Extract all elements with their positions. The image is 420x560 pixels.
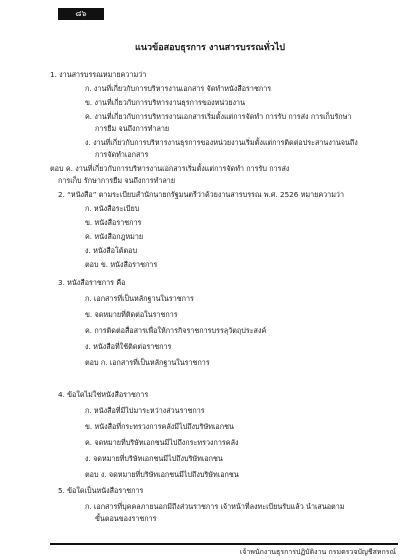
q3-option-c: ค. การติดต่อสื่อสารเพื่อให้การกิจราชการบรรลุวัตถุประสงค์ — [85, 326, 267, 335]
q5-option-a: ก. เอกสารที่บุคคลภายนอกมีถึงส่วนราชการ เจ้าหน้าที่ลงทะเบียนรับแล้ว นำเสนอตาม — [85, 502, 345, 511]
q3-answer: ตอบ ก. เอกสารที่เป็นหลักฐานในราชการ — [85, 358, 210, 367]
q1-stem: 1. งานสารบรรณหมายความว่า — [50, 70, 147, 79]
q1-option-b: ข. งานที่เกี่ยวกับการบริหารงานธุรการของหน่วยงาน — [85, 98, 246, 107]
q5-stem: 5. ข้อใดเป็นหนังสือราชการ — [58, 486, 144, 495]
q2-option-d: ง. หนังสือโต้ตอบ — [85, 246, 138, 255]
q2-option-a: ก. หนังสือระเบียบ — [85, 204, 140, 213]
q1-option-c: ค. งานที่เกี่ยวกับการบริหารงานเอกสารเริ่มตั้งแต่การจัดทำ การรับ การส่ง การเก็บรักษา — [85, 112, 352, 121]
footer-rule — [50, 543, 398, 545]
q4-option-d: ง. จดหมายที่บริษัทเอกชนมีไปถึงบริษัทเอกชน — [85, 454, 223, 463]
q3-option-b: ข. จดหมายที่ติดต่อในราชการ — [85, 310, 178, 319]
q2-answer: ตอบ ข. หนังสือราชการ — [85, 260, 158, 269]
q2-option-c: ค. หนังสือกฎหมาย — [85, 232, 144, 241]
q1-option-d-cont: การจัดทำเอกสาร — [95, 150, 149, 159]
q5-option-a-cont: ขั้นตอนของราชการ — [95, 514, 157, 523]
q2-stem: 2. “หนังสือ” ตามระเบียบสำนักนายกรัฐมนตรีว่าด้วยงานสารบรรณ พ.ศ. 2526 หมายความว่า — [58, 190, 345, 199]
q1-answer-cont: การเก็บ รักษาการยืม จนถึงการทำลาย — [58, 176, 176, 185]
page-number-tab: ๘๖ — [58, 8, 104, 20]
q4-stem: 4. ข้อใดไม่ใช่หนังสือราชการ — [58, 390, 149, 399]
page-title: แนวข้อสอบธุรการ งานสารบรรณทั่วไป — [135, 43, 285, 53]
q4-answer: ตอบ ง. จดหมายที่บริษัทเอกชนมีไปถึงบริษัทเอกชน — [85, 470, 239, 479]
q3-option-d: ง. หนังสือที่ใช้ติดต่อราชการ — [85, 342, 172, 351]
q1-option-a: ก. งานที่เกี่ยวกับการบริหารงานเอกสาร จัดทำหนังสือราชการ — [85, 84, 272, 93]
q4-option-a: ก. หนังสือที่มีไปมาระหว่างส่วนราชการ — [85, 406, 205, 415]
q1-option-c-cont: การยืม จนถึงการทำลาย — [95, 124, 170, 133]
q1-answer: ตอบ ค. งานที่เกี่ยวกับการบริหารงานเอกสารเริ่มตั้งแต่การจัดทำ การรับ การส่ง — [50, 164, 290, 173]
q4-option-b: ข. หนังสือที่กระทรวงการคลังมีไปถึงบริษัทเอกชน — [85, 422, 234, 431]
q2-option-b: ข. หนังสือราชการ — [85, 218, 142, 227]
q3-option-a: ก. เอกสารที่เป็นหลักฐานในราชการ — [85, 294, 194, 303]
q4-option-c: ค. จดหมายที่บริษัทเอกชนมีไปถึงกระทรวงการคลัง — [85, 438, 239, 447]
q3-stem: 3. หนังสือราชการ คือ — [58, 278, 126, 287]
footer-text: เจ้าพนักงานธุรการปฏิบัติงาน กรมตรวจบัญชีสหกรณ์ — [239, 548, 396, 556]
q1-option-d: ง. งานที่เกี่ยวกับการบริหารงานธุรการของหน่วยงานเริ่มตั้งแต่การติดต่อประสานงานจนถึง — [85, 138, 358, 147]
